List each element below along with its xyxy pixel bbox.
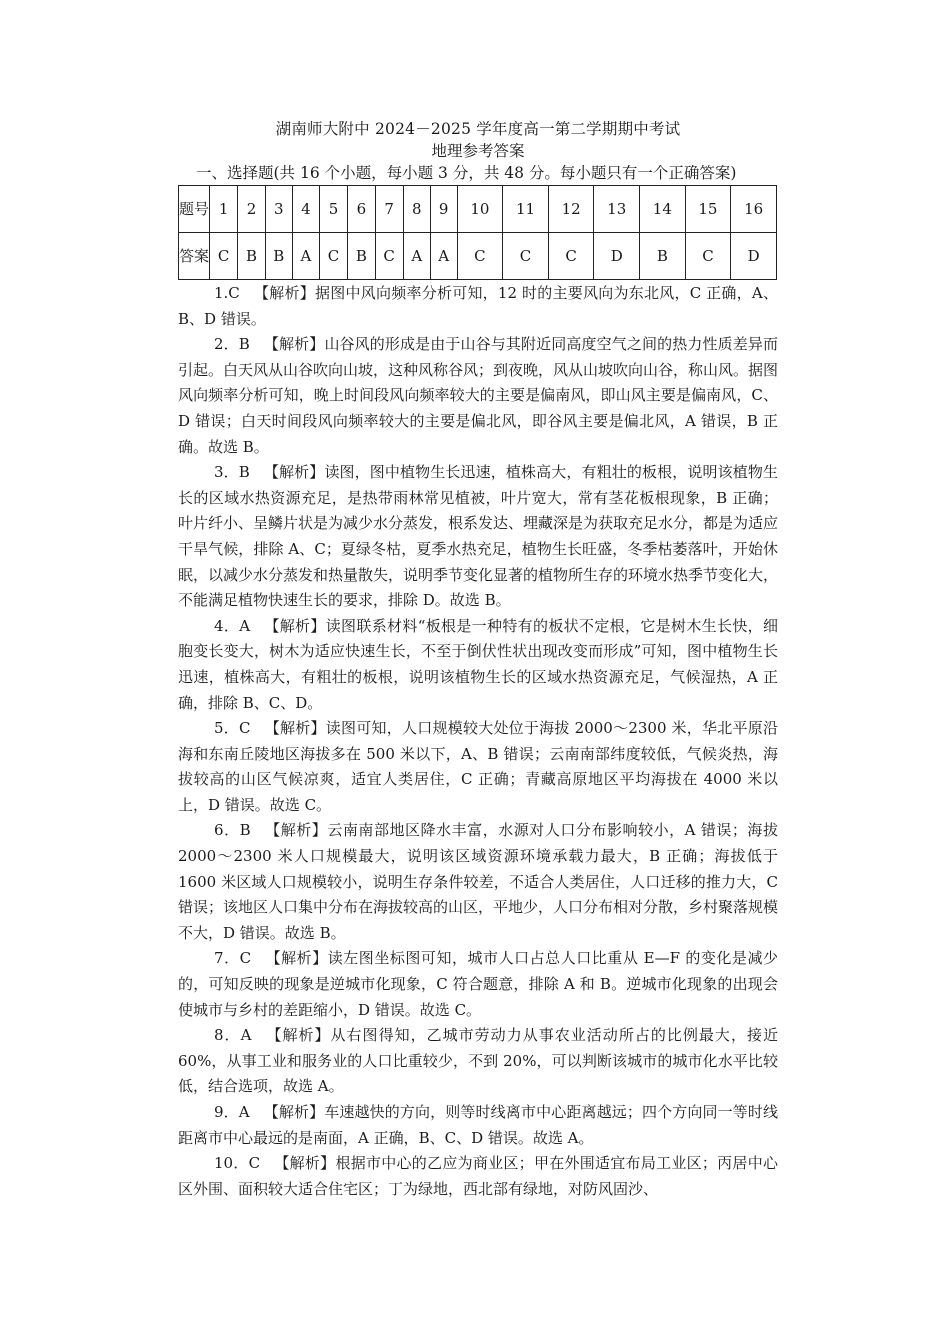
question-number: 2 (238, 186, 265, 233)
answer-cell: A (430, 233, 457, 280)
document-subtitle: 地理参考答案 (431, 142, 525, 160)
answer-cell: B (348, 233, 375, 280)
question-number: 10 (457, 186, 503, 233)
answer-cell: B (640, 233, 686, 280)
answer-cell: A (292, 233, 319, 280)
answer-cell: C (685, 233, 731, 280)
explanation-text: 读图，图中植物生长迅速，植株高大，有粗壮的板根，说明该植物生长的区域水热资源充足，是热带雨林常见植被，叶片宽大，常有茎花板根现象，B 正确；叶片纤小、呈鳞片状是为减少水分蒸发，根系发达、埋藏深是为获取充足水分，都是为适应干旱气候，排除 A、C；夏绿冬枯，夏季水热充足，植物生长旺盛，冬季枯萎落叶，开始休眠，以减少水分蒸发和热量散失，说明季节变化显著的植物所生存的环境水热季节变化大，不能满足植物快速生长的要求，排除 D。故选 B。 (178, 463, 779, 610)
explanation-text: 读图可知，人口规模较大处位于海拔 2000～2300 米，华北平原沿海和东南丘陵地区海拔多在 500 米以下，A、B 错误；云南南部纬度较低，气候炎热，海拔较高的山区气候凉爽，适宜人类居住，C 正确；青藏高原地区平均海拔在 4000 米以上，D 错误。故选 C。 (178, 719, 778, 814)
answer-cell: C (210, 233, 238, 280)
answer-row (179, 233, 777, 280)
explanation-paragraph (178, 946, 778, 1023)
explanation-tag: 【解析】 (263, 463, 325, 482)
explanation-paragraph (178, 460, 778, 614)
answer-cell: C (375, 233, 403, 280)
answer-cell: C (503, 233, 549, 280)
answer-document (178, 118, 778, 1202)
question-number: 8 (403, 186, 430, 233)
answer-cell: B (265, 233, 292, 280)
explanation-number: 10．C (214, 1154, 261, 1173)
explanation-paragraph (178, 1100, 778, 1151)
answer-cell: D (731, 233, 777, 280)
answer-cell: C (548, 233, 594, 280)
answer-cell: B (238, 233, 265, 280)
explanation-paragraph (178, 818, 778, 946)
question-number: 13 (594, 186, 640, 233)
question-number: 15 (685, 186, 731, 233)
explanation-tag: 【解析】 (265, 949, 328, 968)
explanation-number: 9．A (214, 1103, 250, 1121)
explanation-paragraph (178, 281, 778, 332)
answer-cell: D (594, 233, 640, 280)
explanation-number: 6．B (214, 821, 251, 840)
answer-cell: C (319, 233, 347, 280)
explanation-tag: 【解析】 (274, 1154, 336, 1173)
explanation-text: 车速越快的方向，则等时线离市中心距离越远；四个方向同一等时线距离市中心最远的是南面，A 正确，B、C、D 错误。故选 A。 (178, 1103, 778, 1147)
row-label-answer: 答案 (179, 233, 210, 280)
explanation-tag: 【解析】 (264, 719, 326, 738)
question-number: 7 (375, 186, 403, 233)
question-number: 4 (292, 186, 319, 233)
explanation-tag: 【解析】 (263, 1103, 325, 1121)
explanation-text: 云南南部地区降水丰富，水源对人口分布影响较小，A 错误；海拔 2000～2300 米人口规模最大，说明该区域资源环境承载力最大，B 正确；海拔低于 1600 米区域人口规模较小，说明生存条件较差，不适合人类居住，人口迁移的推力大，C 错误；该地区人口集中分布在海拔较高的山区，平地少，人口分布相对分散，乡村聚落规模不大，D 错误。故选 B。 (178, 821, 779, 942)
explanation-number: 8．A (214, 1026, 252, 1045)
explanation-tag: 【解析】 (263, 335, 325, 354)
question-number: 11 (503, 186, 549, 233)
explanation-number: 1.C (214, 284, 240, 302)
explanation-number: 4．A (214, 616, 251, 635)
document-title: 湖南师大附中 2024－2025 学年度高一第二学期期中考试 (275, 120, 681, 138)
explanation-text: 读左图坐标图可知，城市人口占总人口比重从 E—F 的变化是减少的，可知反映的现象是逆城市化现象，C 符合题意，排除 A 和 B。逆城市化现象的出现会使城市与乡村的差距缩小，D 错误。故选 C。 (178, 949, 778, 1019)
question-number: 12 (548, 186, 594, 233)
question-number: 14 (640, 186, 686, 233)
answer-table (178, 185, 777, 280)
explanation-paragraph (178, 1151, 778, 1202)
question-number: 1 (210, 186, 238, 233)
answer-cell: C (457, 233, 503, 280)
explanation-paragraph (178, 1023, 778, 1100)
explanation-number: 3．B (214, 463, 250, 482)
explanation-paragraph (178, 332, 778, 460)
explanation-paragraph (178, 614, 778, 716)
row-label-number: 题号 (179, 186, 210, 233)
question-number: 16 (731, 186, 777, 233)
question-number: 3 (265, 186, 292, 233)
question-number: 5 (319, 186, 347, 233)
explanation-text: 山谷风的形成是由于山谷与其附近同高度空气之间的热力性质差异而引起。白天风从山谷吹向山坡，这种风称谷风；到夜晚，风从山坡吹向山谷，称山风。据图风向频率分析可知，晚上时间段风向频率较大的主要是偏南风，即山风主要是偏南风，C、D 错误；白天时间段风向频率较大的主要是偏北风，即谷风主要是偏北风，A 错误，B 正确。故选 B。 (178, 335, 779, 456)
question-number: 9 (430, 186, 457, 233)
explanation-paragraph (178, 716, 778, 818)
explanation-number: 2．B (214, 335, 250, 354)
explanation-text: 据图中风向频率分析可知，12 时的主要风向为东北风，C 正确，A、B、D 错误。 (178, 284, 778, 328)
explanation-tag: 【解析】 (264, 616, 326, 635)
question-number-row (179, 186, 777, 233)
explanation-number: 7．C (214, 949, 252, 968)
explanation-tag: 【解析】 (253, 284, 316, 302)
explanation-tag: 【解析】 (264, 821, 328, 840)
question-number: 6 (348, 186, 375, 233)
explanation-text: 从右图得知，乙城市劳动力从事农业活动所占的比例最大，接近 60%，从事工业和服务业的人口比重较少，不到 20%，可以判断该城市的城市化水平比较低，结合选项，故选 A。 (178, 1026, 778, 1096)
explanation-text: 根据市中心的乙应为商业区；甲在外围适宜布局工业区；丙居中心区外围、面积较大适合住宅区；丁为绿地，西北部有绿地，对防风固沙、 (178, 1154, 778, 1198)
explanation-number: 5．C (214, 719, 251, 738)
section-heading: 一、选择题(共 16 个小题，每小题 3 分，共 48 分。每小题只有一个正确答案) (196, 164, 737, 182)
explanation-text: 读图联系材料“板根是一种特有的板状不定根，它是树木生长快，细胞变长变大，树木为适应快速生长，不至于倒伏性状出现改变而形成”可知，图中植物生长迅速，植株高大，有粗壮的板根，说明该植物生长的区域水热资源充足，气候湿热，A 正确，排除 B、C、D。 (178, 616, 778, 712)
answer-cell: A (403, 233, 430, 280)
explanation-tag: 【解析】 (265, 1026, 331, 1045)
